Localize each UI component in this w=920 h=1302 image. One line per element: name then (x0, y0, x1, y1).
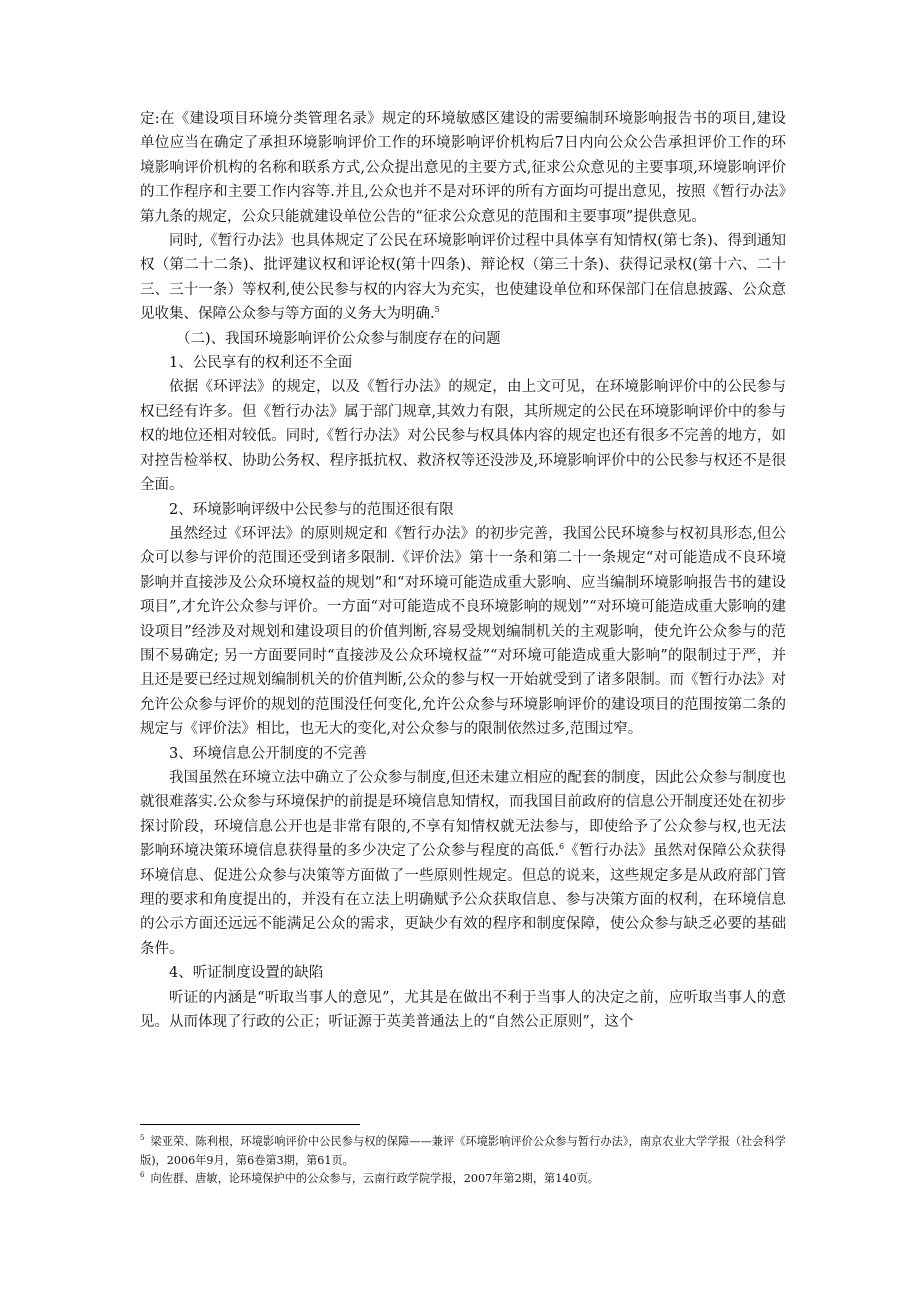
subheading-2: 2、环境影响评级中公民参与的范围还很有限 (169, 501, 454, 518)
footnote-5 (140, 1133, 786, 1170)
paragraph-3: 依据《环评法》的规定，以及《暂行办法》的规定，由上文可见，在环境影响评价中的公民参与权已经有许多。但《暂行办法》属于部门规章,其效力有限，其所规定的公民在环境影响评价中的参与权的地位还相对较低。同时,《暂行办法》对公民参与权具体内容的规定也还有很多不完善的地方，如对控告检举权、协助公务权、程序抵抗权、救济权等还没涉及,环境影响评价中的公民参与权还不是很全面。 (140, 379, 786, 494)
section-heading: （二)、我国环境影响评价公众参与制度存在的问题 (176, 330, 501, 347)
footnote-6 (140, 1170, 786, 1189)
paragraph-1: 定:在《建设项目环境分类管理名录》规定的环境敏感区建设的需要编制环境影响报告书的项目,建设单位应当在确定了承担环境影响评价工作的环境影响评价机构后7日内向公众公告承担评价工作的环境影响评价机构的名称和联系方式,公众提出意见的主要方式,征求公众意见的主要事项,环境影响评价的工作程序和主要工作内容等.并且,公众也并不是对环评的所有方面均可提出意见，按照《暂行办法》第九条的规定，公众只能就建设单位公告的“征求公众意见的范围和主要事项”提供意见。 (140, 111, 786, 225)
footnote-number-5: 5 (140, 1134, 145, 1142)
footnote-text-5: 梁亚荣、陈利根，环境影响评价中公民参与权的保障——兼评《环境影响评价公众参与暂行办法》，南京农业大学学报（社会科学版)，2006年9月，第6卷第3期，第61页。 (140, 1135, 786, 1167)
subheading-4: 4、听证制度设置的缺陷 (169, 965, 324, 982)
footnote-divider (140, 1124, 360, 1125)
footnote-ref-6[interactable]: 6 (558, 842, 565, 852)
paragraph-2-text: 同时,《暂行办法》也具体规定了公民在环境影响评价过程中具体享有知情权(第七条)、得到通知权（第二十二条)、批评建议权和评论权(第十四条)、辩论权（第三十条)、获得记录权(第十六、二十三、三十一条）等权利,使公民参与权的内容大为充实，也使建设单位和环保部门在信息披露、公众意见收集、保障公众参与等方面的义务大为明确. (140, 233, 786, 323)
paragraph-4: 虽然经过《环评法》的原则规定和《暂行办法》的初步完善，我国公民环境参与权初具形态,但公众可以参与评价的范围还受到诸多限制.《评价法》第十一条和第二十一条规定“对可能造成不良环境影响并直接涉及公众环境权益的规划”和“对环境可能造成重大影响、应当编制环境影响报告书的建设项目”,才允许公众参与评价。一方面“对可能造成不良环境影响的规划”“对环境可能造成重大影响的建设项目”经涉及对规划和建设项目的价值判断,容易受规划编制机关的主观影响，使允许公众参与的范围不易确定; 另一方面要同时“直接涉及公众环境权益”“对环境可能造成重大影响”的限制过于严，并且还是要已经过规划编制机关的价值判断,公众的参与权一开始就受到了诸多限制。而《暂行办法》对允许公众参与评价的规划的范围没任何变化,允许公众参与环境影响评价的建设项目的范围按第二条的规定与《评价法》相比，也无大的变化,对公众参与的限制依然过多,范围过窄。 (140, 525, 786, 738)
paragraph-6: 听证的内涵是“听取当事人的意见”，尤其是在做出不利于当事人的决定之前，应听取当事人的意见。从而体现了行政的公正；听证源于英美普通法上的“自然公正原则”，这个 (140, 989, 786, 1031)
footnote-number-6: 6 (140, 1171, 145, 1179)
subheading-1: 1、公民享有的权利还不全面 (169, 355, 353, 372)
footnote-ref-5[interactable]: 5 (434, 305, 440, 315)
document-body (140, 107, 786, 1034)
paragraph-5-text-a: 我国虽然在环境立法中确立了公众参与制度,但还未建立相应的配套的制度，因此公众参与制度也就很难落实.公众参与环境保护的前提是环境信息知情权，而我国目前政府的信息公开制度还处在初步探讨阶段，环境信息公开也是非常有限的,不享有知情权就无法参与，即使给予了公众参与权,也无法影响环境决策环境信息获得量的多少决定了公众参与程度的高低. (140, 769, 786, 860)
paragraph-5 (140, 766, 786, 961)
paragraph-2 (140, 229, 786, 327)
subheading-3: 3、环境信息公开制度的不完善 (169, 745, 367, 762)
paragraph-5-text-b: 《暂行办法》虽然对保障公众获得环境信息、促进公众参与决策等方面做了一些原则性规定。但总的说来，这些规定多是从政府部门管理的要求和角度提出的，并没有在立法上明确赋予公众获取信息、参与决策方面的权利，在环境信息的公示方面还远远不能满足公众的需求，更缺少有效的程序和制度保障，使公众参与缺乏必要的基础条件。 (140, 843, 787, 957)
footnotes (140, 1133, 786, 1189)
footnote-text-6: 向佐群、唐敏，论环境保护中的公众参与，云南行政学院学报，2007年第2期，第140页。 (150, 1172, 599, 1185)
